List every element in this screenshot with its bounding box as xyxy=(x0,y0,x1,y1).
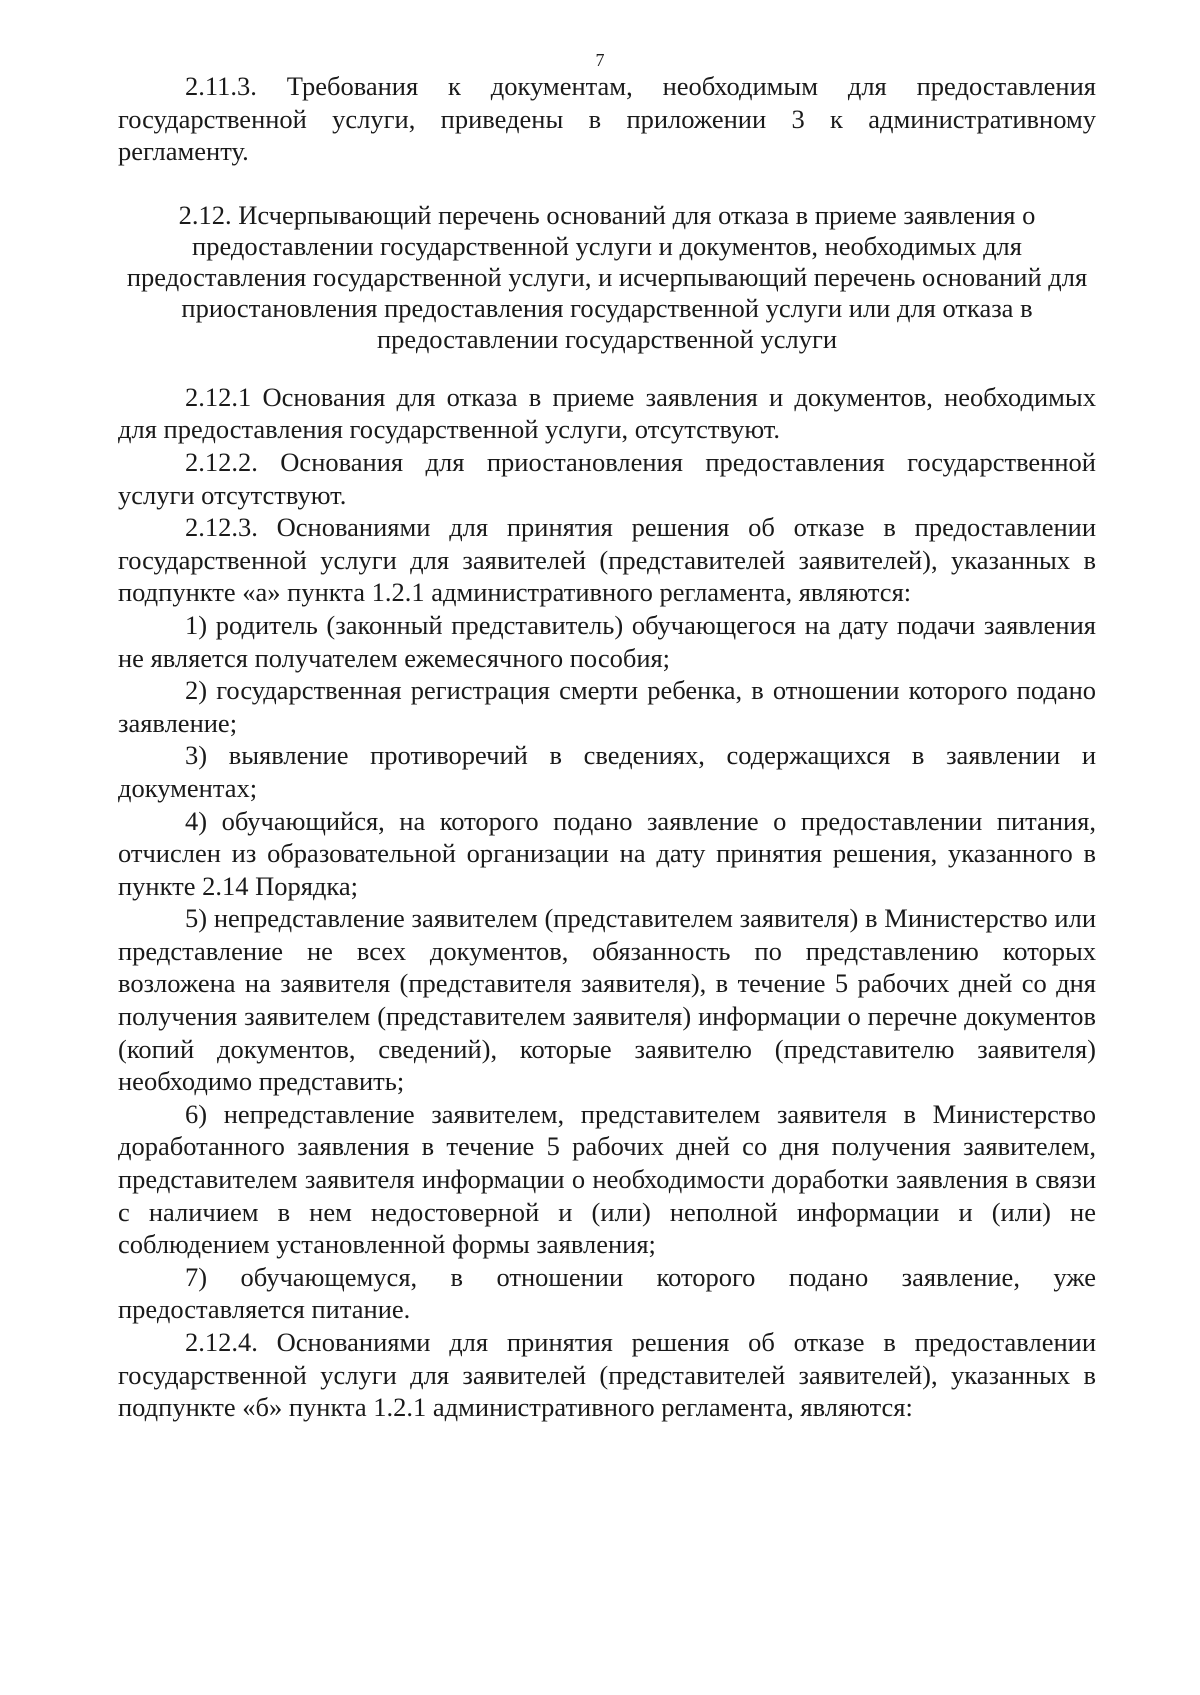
page-number: 7 xyxy=(595,50,605,70)
section-heading-2-12: 2.12. Исчерпывающий перечень оснований для отказа в приеме заявления о предоставлении государственной услуги и документов, необходимых для предоставления государственной услуги, и исчерпывающий перечень оснований для приостановления предоставления государственной услуги или для отказа в предоставлении государственной услуги xyxy=(126,199,1088,354)
list-item-4: 4) обучающийся, на которого подано заявление о предоставлении питания, отчислен из образовательной организации на дату принятия решения, указанного в пункте 2.14 Порядка; xyxy=(118,805,1096,901)
paragraph-2-12-2: 2.12.2. Основания для приостановления предоставления государственной услуги отсутствуют. xyxy=(118,446,1096,510)
document-body xyxy=(118,70,1096,1424)
paragraph-2-12-1: 2.12.1 Основания для отказа в приеме заявления и документов, необходимых для предоставления государственной услуги, отсутствуют. xyxy=(118,381,1096,445)
list-item-7: 7) обучающемуся, в отношении которого подано заявление, уже предоставляется питание. xyxy=(118,1261,1096,1325)
paragraph-2-11-3: 2.11.3. Требования к документам, необходимым для предоставления государственной услуги, приведены в приложении 3 к административному регламенту. xyxy=(118,71,1096,167)
list-item-6: 6) непредставление заявителем, представителем заявителя в Министерство доработанного заявления в течение 5 рабочих дней со дня получения заявителем, представителем заявителя информации о необходимости доработки заявления в связи с наличием в нем недостоверной и (или) неполной информации и (или) не соблюдением установленной формы заявления; xyxy=(118,1098,1096,1260)
list-item-1: 1) родитель (законный представитель) обучающегося на дату подачи заявления не является получателем ежемесячного пособия; xyxy=(118,609,1096,673)
list-item-5: 5) непредставление заявителем (представителем заявителя) в Министерство или представление не всех документов, обязанность по представлению которых возложена на заявителя (представителя заявителя), в течение 5 рабочих дней со дня получения заявителем (представителем заявителя) информации о перечне документов (копий документов, сведений), которые заявителю (представителю заявителя) необходимо представить; xyxy=(118,903,1096,1097)
list-item-2: 2) государственная регистрация смерти ребенка, в отношении которого подано заявление; xyxy=(118,675,1096,738)
list-item-3: 3) выявление противоречий в сведениях, содержащихся в заявлении и документах; xyxy=(118,740,1096,803)
paragraph-2-12-3: 2.12.3. Основаниями для принятия решения об отказе в предоставлении государственной услуги для заявителей (представителей заявителей), указанных в подпункте «а» пункта 1.2.1 административного регламента, являются: xyxy=(118,512,1096,608)
section-2-12-body xyxy=(118,381,1096,1424)
paragraph-2-12-4: 2.12.4. Основаниями для принятия решения об отказе в предоставлении государственной услуги для заявителей (представителей заявителей), указанных в подпункте «б» пункта 1.2.1 административного регламента, являются: xyxy=(118,1327,1096,1423)
